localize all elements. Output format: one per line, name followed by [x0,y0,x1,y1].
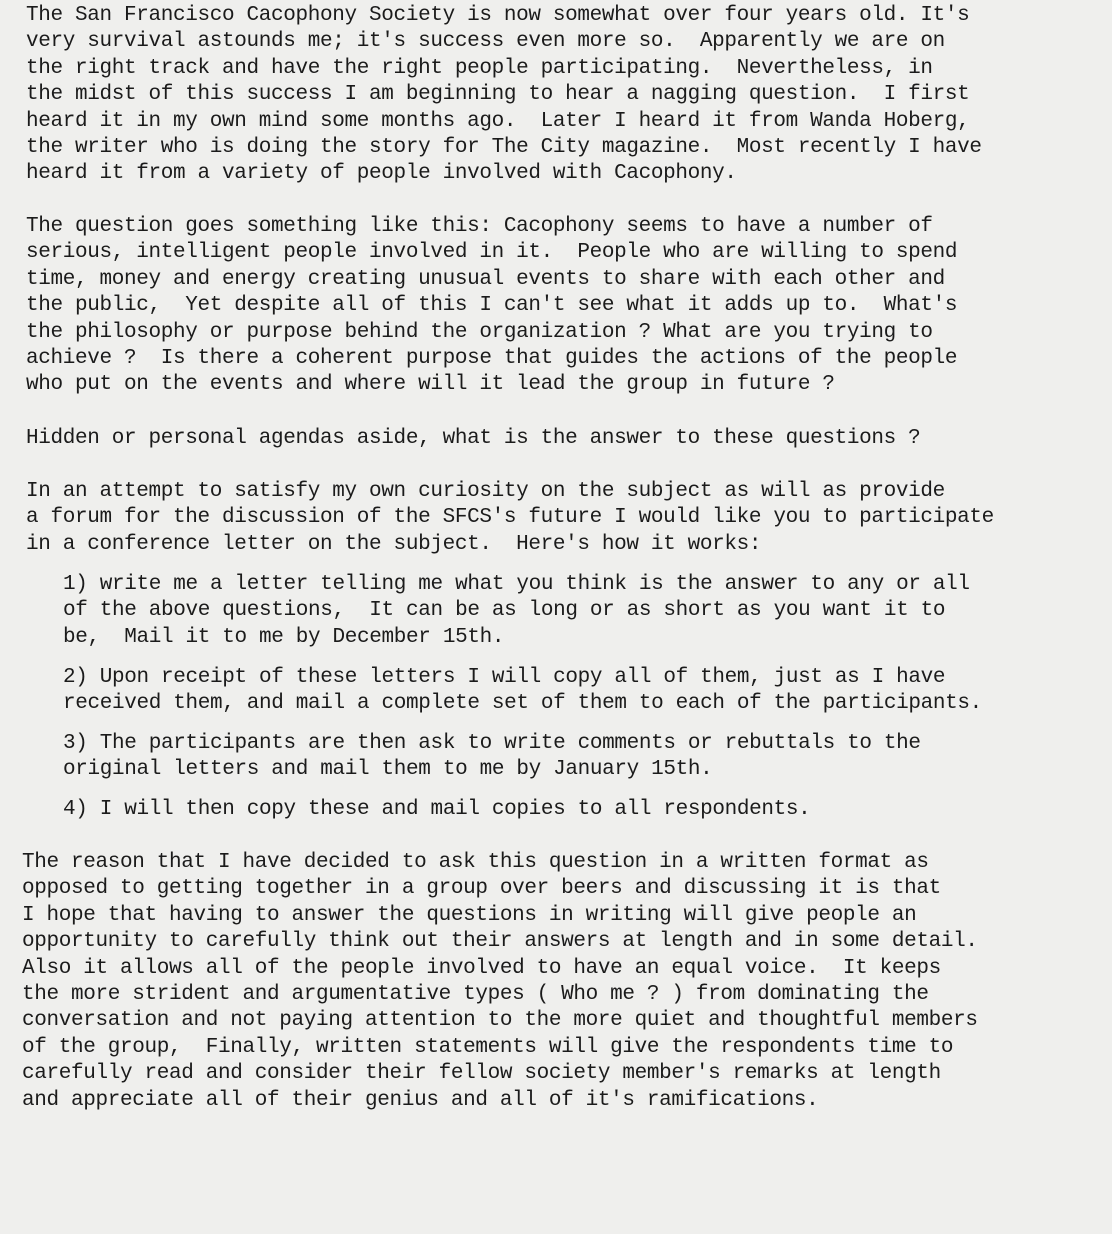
list-item: 1) write me a letter telling me what you think is the answer to any or all of the above questions, It can be as long or as short as you want it to be, Mail it to me by December 15th. [63,573,970,649]
list-item: 2) Upon receipt of these letters I will copy all of them, just as I have received them, and mail a complete set of them to each of the participants. [63,666,982,716]
intro-paragraph: The San Francisco Cacophony Society is now somewhat over four years old. It's very survival astounds me; it's success even more so. Apparently we are on the right track and have the right people participating. Nevertheless, in the midst of this success I am beginning to hear a nagging question. I first heard it in my own mind some months ago. Later I heard it from Wanda Hoberg, the writer who is doing the story for The City magazine. Most recently I have heard it from a variety of people involved with Cacophony. [26,4,982,186]
list-item: 4) I will then copy these and mail copies to all respondents. [63,798,811,821]
agenda-paragraph: Hidden or personal agendas aside, what is the answer to these questions ? [26,427,921,450]
reason-paragraph: The reason that I have decided to ask this question in a written format as opposed to getting together in a group over beers and discussing it is that I hope that having to answer the questions in writing will give people an opportunity to carefully think out their answers at length and in some detail. Also it allows all of the people involved to have an equal voice. It keeps the more strident and argumentative types ( Who me ? ) from dominating the conversation and not paying attention to the more quiet and thoughtful members of the group, Finally, written statements will give the respondents time to carefully read and consider their fellow society member's remarks at length and appreciate all of their genius and all of it's ramifications. [22,851,978,1112]
list-item: 3) The participants are then ask to write comments or rebuttals to the original letters and mail them to me by January 15th. [63,732,921,782]
question-paragraph: The question goes something like this: Cacophony seems to have a number of serious, intelligent people involved in it. People who are willing to spend time, money and energy creating unusual events to share with each other and the public, Yet despite all of this I can't see what it adds up to. What's the philosophy or purpose behind the organization ? What are you trying to achieve ? Is there a coherent purpose that guides the actions of the people who put on the events and where will it lead the group in future ? [26,215,958,397]
proposal-paragraph: In an attempt to satisfy my own curiosity on the subject as will as provide a forum for the discussion of the SFCS's future I would like you to participate in a conference letter on the subject. Here's how it works: [26,480,994,556]
